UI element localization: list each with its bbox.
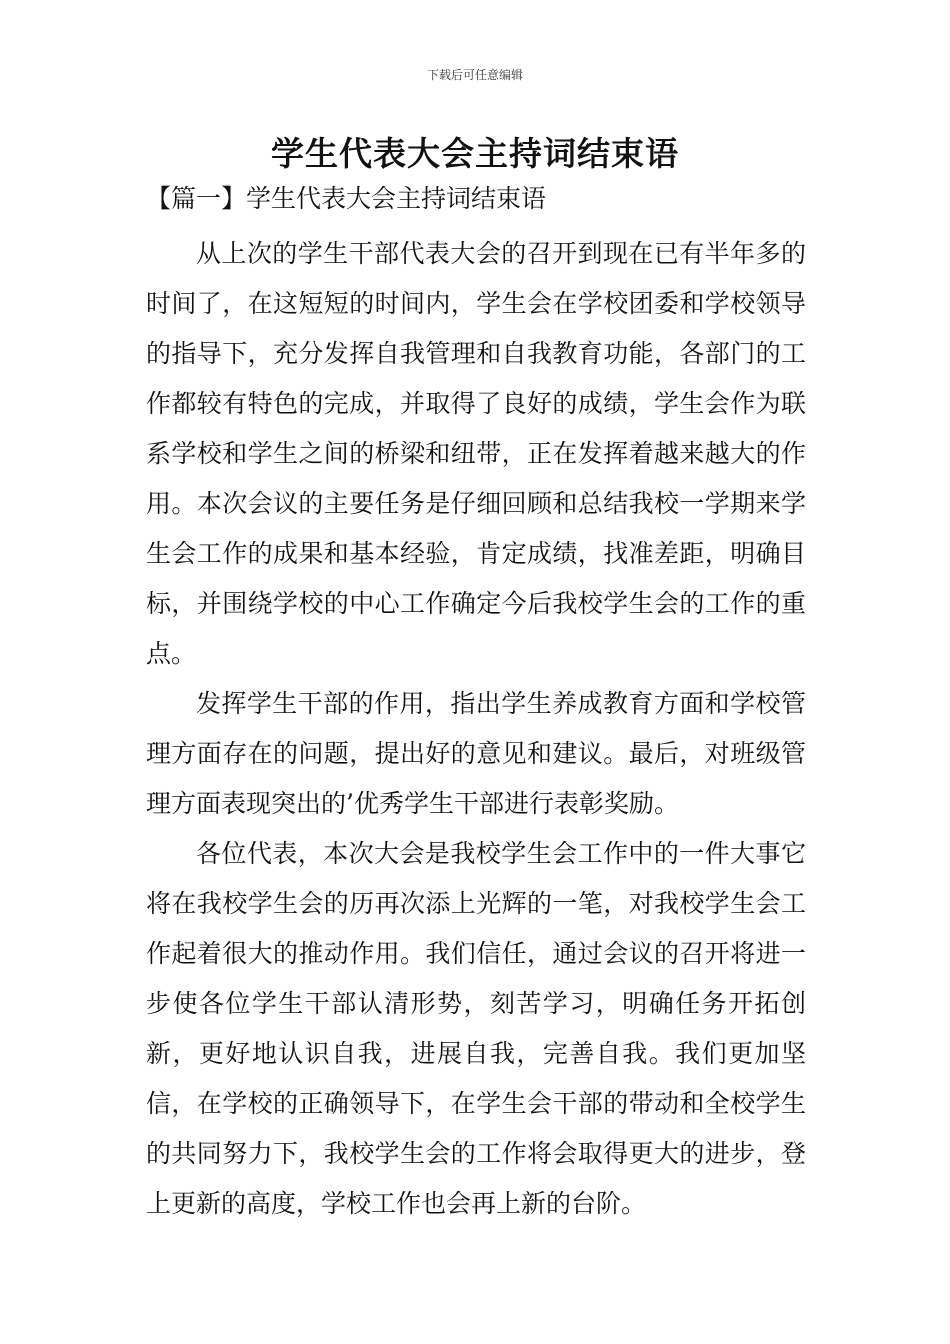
document-title: 学生代表大会主持词结束语 — [271, 134, 679, 173]
header-note: 下载后可任意编辑 — [426, 68, 523, 82]
document-body — [146, 229, 806, 1229]
paragraph-1: 从上次的学生干部代表大会的召开到现在已有半年多的时间了，在这短短的时间内，学生会在学校团委和学校领导的指导下，充分发挥自我管理和自我教育功能，各部门的工作都较有特色的完成，并取得了良好的成绩，学生会作为联系学校和学生之间的桥梁和纽带，正在发挥着越来越大的作用。本次会议的主要任务是仔细回顾和总结我校一学期来学生会工作的成果和基本经验，肯定成绩，找准差距，明确目标，并围绕学校的中心工作确定今后我校学生会的工作的重点。 — [146, 239, 806, 668]
section-heading: 【篇一】学生代表大会主持词结束语 — [146, 184, 547, 213]
paragraph-3: 各位代表，本次大会是我校学生会工作中的一件大事它将在我校学生会的历再次添上光辉的一笔，对我校学生会工作起着很大的推动作用。我们信任，通过会议的召开将进一步使各位学生干部认清形势，刻苦学习，明确任务开拓创新，更好地认识自我，进展自我，完善自我。我们更加坚信，在学校的正确领导下，在学生会干部的带动和全校学生的共同努力下，我校学生会的工作将会取得更大的进步，登上更新的高度，学校工作也会再上新的台阶。 — [146, 839, 806, 1218]
paragraph-2: 发挥学生干部的作用，指出学生养成教育方面和学校管理方面存在的问题，提出好的意见和建议。最后，对班级管理方面表现突出的’优秀学生干部进行表彰奖励。 — [146, 689, 806, 818]
